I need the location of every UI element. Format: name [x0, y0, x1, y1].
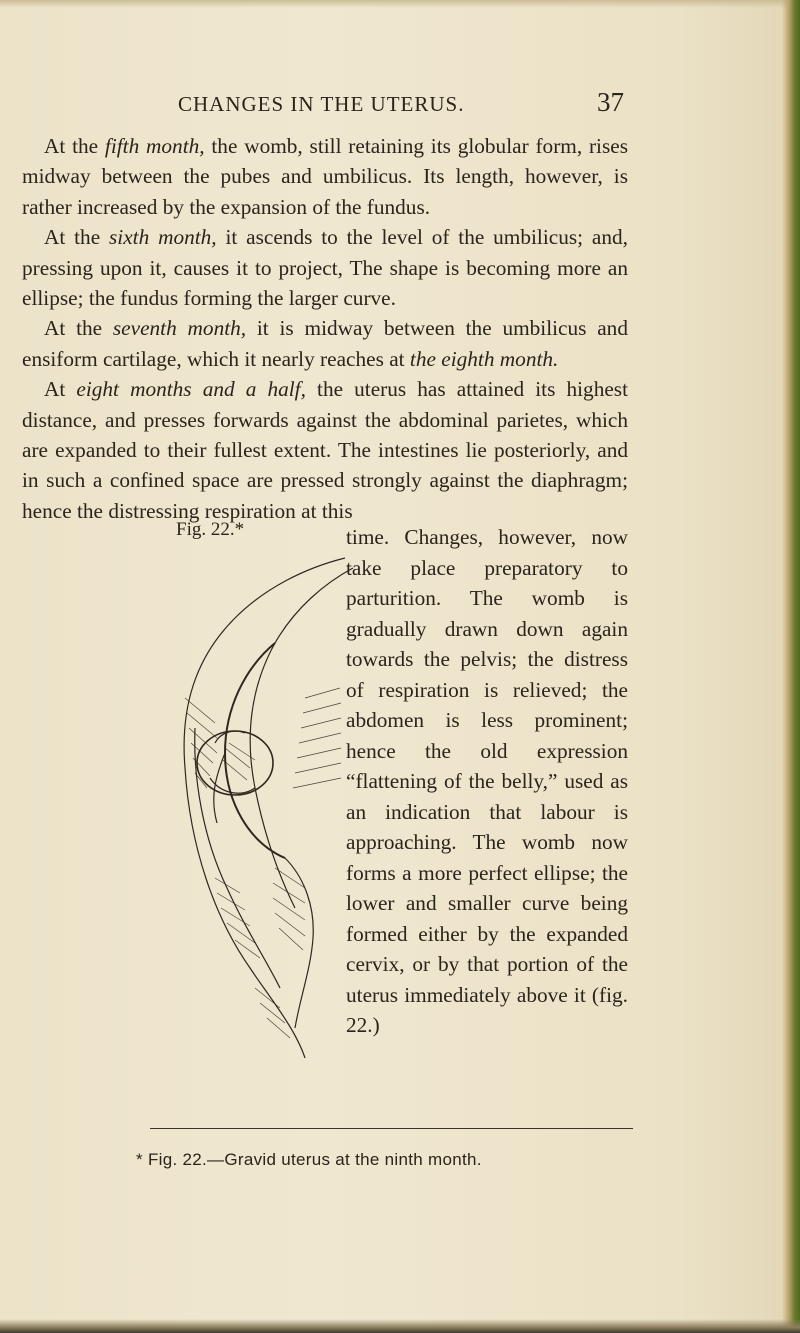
figure-label: Fig. 22.* [176, 519, 245, 540]
page-number: 37 [597, 87, 624, 117]
page-top-edge [0, 0, 800, 8]
side-paragraph: time. Changes, however, now take place preparatory to parturition. The womb is gradually drawn down again towards the pelvis; the distress of respiration is relieved; the abdomen is less prominent; hence the old expression “flattening of the belly,” used as an indication that labour is approaching. The womb now forms a more perfect ellipse; the lower and smaller curve being formed either by the expanded cervix, or by that portion of the uterus immediately above it (fig. 22.) [346, 525, 628, 1037]
page-right-edge [782, 0, 800, 1333]
running-header: CHANGES IN THE UTERUS. [178, 92, 465, 116]
footnote-rule [150, 1128, 633, 1129]
paragraph-fifth-month: At the fifth month, the womb, still retaining its globular form, rises midway between the pubes and umbilicus. Its length, however, is rather increased by the expansion of the fundus. [22, 134, 629, 219]
side-text-column [346, 522, 628, 1041]
paragraph-sixth-month: At the sixth month, it ascends to the level of the umbilicus; and, pressing upon it, causes it to project, The shape is becoming more an ellipse; the fundus forming the larger curve. [22, 225, 628, 311]
paragraph-seventh-month: At the seventh month, it is midway between the umbilicus and ensiform cartilage, which it nearly reaches at the eighth month. [22, 316, 628, 371]
footnote: * Fig. 22.—Gravid uterus at the ninth month. [136, 1150, 482, 1169]
paragraph-eight-months: At eight months and a half, the uterus has attained its highest distance, and presses forwards against the abdominal parietes, which are expanded to their fullest extent. The intestines lie posteriorly, and in such a confined space are pressed strongly against the diaphragm; hence the distressing respiration at this [22, 377, 628, 523]
gravid-uterus-illustration [155, 548, 365, 1068]
main-text [22, 131, 628, 526]
page-bottom-edge [0, 1319, 800, 1333]
